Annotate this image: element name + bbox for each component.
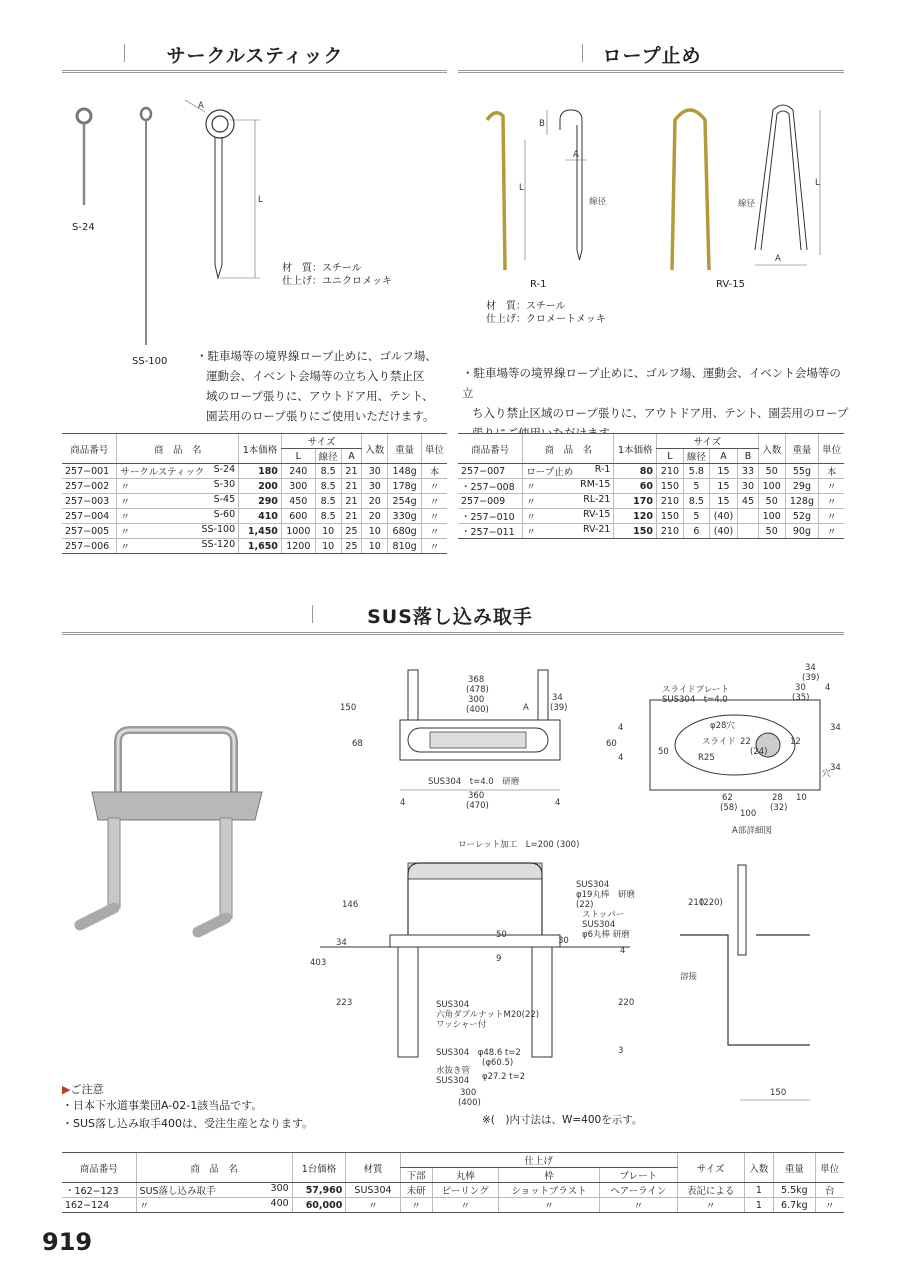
notes-list: ・日本下水道事業団A-02-1該当品です。 ・SUS落し込み取手400は、受注生産となります。 [62, 1099, 314, 1130]
table-cell-price: 120 [614, 509, 656, 524]
svg-text:368: 368 [468, 675, 485, 685]
svg-text:4: 4 [825, 683, 831, 693]
table-cell-L: 300 [281, 479, 315, 494]
circle-stick-material: 材 質：スチール [282, 263, 362, 274]
product-model: RL-21 [583, 494, 611, 505]
section-rule [62, 70, 447, 73]
svg-text:SUS304: SUS304 [576, 880, 610, 890]
svg-text:(39): (39) [802, 673, 820, 683]
product-name: 〃 [120, 512, 130, 523]
table-row [458, 524, 844, 539]
circle-stick-photo [60, 100, 300, 350]
table-cell-code: 257−003 [62, 494, 117, 509]
svg-text:(478): (478) [466, 685, 489, 695]
sus-handle-table: 商品番号 商 品 名 1台価格 材質 仕上げ サイズ 入数 重量 単位 下部 丸棒 枠 プレート ・162−123 SUS落し込み取手 300 57,960 SUS304 未研 ピーリング ショットブラスト ヘアーライン 表記による 1 5.5kg 台 162−124 〃 400 60,000 〃 〃 〃 〃 〃 〃 1 6.7kg 〃 [62, 1152, 844, 1213]
table-cell-qty: 100 [758, 479, 785, 494]
table-row [62, 539, 447, 554]
table-cell-size: 表記による [677, 1183, 744, 1198]
sus-handle-photo [70, 720, 270, 950]
table-cell-weight: 254g [388, 494, 422, 509]
section-title-sus-handle: SUS落し込み取手 [367, 606, 533, 628]
product-name: SUS落し込み取手 [139, 1186, 216, 1197]
table-cell-unit: 台 [815, 1183, 844, 1198]
svg-text:28: 28 [772, 793, 783, 803]
table-cell-A: (40) [709, 524, 737, 539]
svg-text:φ27.2 t=2: φ27.2 t=2 [482, 1072, 526, 1082]
table-cell-qty: 50 [758, 464, 785, 479]
table-cell-qty: 20 [362, 509, 388, 524]
product-model: R-1 [594, 464, 611, 475]
table-cell-dia: 8.5 [315, 494, 341, 509]
product-model: 400 [270, 1198, 289, 1209]
svg-text:(470): (470) [466, 801, 489, 811]
table-cell-unit: 〃 [815, 1198, 844, 1213]
table-cell-A: 15 [709, 479, 737, 494]
table-cell-weight: 330g [388, 509, 422, 524]
table-cell-A: (40) [709, 509, 737, 524]
table-cell-mat: SUS304 [346, 1183, 400, 1198]
section-rule [62, 632, 844, 635]
product-name: サークルスティック [120, 467, 205, 478]
product-model: S-24 [213, 464, 236, 475]
svg-text:300: 300 [460, 1088, 477, 1098]
svg-text:SUS304 t=4.0 研磨: SUS304 t=4.0 研磨 [428, 777, 520, 787]
table-cell-size: 〃 [677, 1198, 744, 1213]
rope-stop-photo [465, 100, 845, 285]
table-cell-price: 290 [239, 494, 282, 509]
svg-text:ローレット加工 L=200 (300): ローレット加工 L=200 (300) [458, 840, 580, 850]
table-row [458, 494, 844, 509]
table-cell-B [738, 524, 759, 539]
rope-dia-label: 線径 [589, 197, 607, 207]
svg-text:34: 34 [830, 763, 841, 773]
table-row [62, 1198, 844, 1213]
svg-text:220: 220 [618, 998, 635, 1008]
svg-text:(400): (400) [458, 1098, 481, 1108]
rv-a-label: A [775, 254, 781, 264]
table-cell-code: 257−001 [62, 464, 117, 479]
svg-text:100: 100 [740, 809, 757, 819]
table-cell-weight: 90g [785, 524, 818, 539]
sus-handle-section-view [670, 855, 845, 1110]
circle-stick-table: 商品番号 商 品 名 1本価格 サイズ 入数 重量 単位 L 線径 A 257−001 サークルスティック S-24 180 240 8.5 21 30 148g 本 257−002 〃 S-30 200 300 8.5 21 30 178g 〃 257−003 〃 S-45 290 450 8.5 21 20 254g 〃 257−004 〃 S-60 410 600 8.5 21 20 330g 〃 257−005 〃 SS-100 1,450 1000 10 25 10 680g 〃 257−006 〃 SS-120 1,650 1200 10 25 10 810g 〃 [62, 433, 447, 554]
table-cell-dia: 6 [683, 524, 709, 539]
table-cell-L: 1000 [281, 524, 315, 539]
table-cell-unit: 〃 [422, 524, 448, 539]
footnote: ※( )内寸法は、W=400を示す。 [482, 1114, 643, 1126]
product-name: 〃 [120, 497, 130, 508]
svg-text:SUS304: SUS304 [436, 1076, 470, 1086]
svg-text:穴: 穴 [822, 769, 831, 779]
product-name: 〃 [526, 512, 536, 523]
svg-text:3: 3 [618, 1046, 624, 1056]
product-name: 〃 [120, 542, 130, 553]
table-cell-A: 21 [341, 509, 362, 524]
svg-text:150: 150 [340, 703, 357, 713]
table-cell-weight: 128g [785, 494, 818, 509]
svg-text:水抜き管: 水抜き管 [436, 1066, 471, 1076]
table-cell-code: ・162−123 [62, 1183, 136, 1198]
table-cell-dia: 5 [683, 479, 709, 494]
table-cell-L: 450 [281, 494, 315, 509]
svg-text:68: 68 [352, 739, 363, 749]
table-cell-price: 1,650 [239, 539, 282, 554]
product-name: 〃 [526, 482, 536, 493]
rv15-label: RV-15 [716, 279, 745, 290]
svg-text:12: 12 [790, 737, 801, 747]
product-model: S-30 [213, 479, 236, 490]
svg-text:30: 30 [795, 683, 806, 693]
table-cell-code: ・257−011 [458, 524, 523, 539]
product-model: RM-15 [580, 479, 611, 490]
table-cell-dia: 10 [315, 539, 341, 554]
svg-text:SUS304 φ48.6 t=2: SUS304 φ48.6 t=2 [436, 1048, 521, 1058]
table-cell-dia: 8.5 [315, 479, 341, 494]
svg-text:4: 4 [555, 798, 561, 808]
table-cell-name [523, 464, 614, 479]
product-name: ロープ止め [526, 467, 574, 478]
notes-title: ▶ご注意 [62, 1083, 104, 1096]
table-cell-weight: 55g [785, 464, 818, 479]
table-row [62, 464, 447, 479]
svg-text:(22): (22) [576, 900, 594, 910]
dim-a-label: A [198, 101, 204, 111]
table-cell-dia: 10 [315, 524, 341, 539]
table-cell-weight: 5.5kg [774, 1183, 815, 1198]
table-cell-name [136, 1198, 292, 1213]
table-cell-weight: 810g [388, 539, 422, 554]
svg-text:(39): (39) [550, 703, 568, 713]
table-cell-name [117, 494, 239, 509]
table-cell-L: 240 [281, 464, 315, 479]
table-cell-price: 80 [614, 464, 656, 479]
table-cell-qty: 30 [362, 464, 388, 479]
section-title-circle-stick: サークルスティック [166, 45, 344, 67]
table-cell-A: 25 [341, 539, 362, 554]
table-row [458, 479, 844, 494]
table-cell-lower: 〃 [400, 1198, 432, 1213]
table-cell-code: 257−004 [62, 509, 117, 524]
product-name: 〃 [120, 482, 130, 493]
svg-text:4: 4 [618, 753, 624, 763]
svg-text:ワッシャー付: ワッシャー付 [436, 1020, 487, 1030]
svg-text:223: 223 [336, 998, 353, 1008]
product-model: RV-15 [582, 509, 611, 520]
table-cell-dia: 5.8 [683, 464, 709, 479]
table-cell-lower: 未研 [400, 1183, 432, 1198]
table-cell-rod: 〃 [432, 1198, 498, 1213]
table-cell-B: 45 [738, 494, 759, 509]
table-row [62, 509, 447, 524]
svg-text:SUS304 t=4.0: SUS304 t=4.0 [662, 695, 728, 705]
sus-handle-top-view [330, 660, 630, 820]
table-cell-L: 150 [656, 479, 683, 494]
page-number: 919 [42, 1228, 93, 1256]
table-row [458, 509, 844, 524]
rv-dia-label: 線径 [738, 199, 756, 209]
product-name: 〃 [120, 527, 130, 538]
svg-text:SUS304: SUS304 [582, 920, 616, 930]
dim-l-label: L [258, 195, 263, 205]
table-row [62, 479, 447, 494]
table-cell-L: 210 [656, 464, 683, 479]
circle-stick-description: ・駐車場等の境界線ロープ止めに、ゴルフ場、 運動会、イベント会場等の立ち入り禁止区 域のロープ張りに、アウトドア用、テント、 園芸用のロープ張りにご使用いただけます。 [196, 349, 437, 423]
table-cell-A: 25 [341, 524, 362, 539]
svg-text:403: 403 [310, 958, 327, 968]
svg-text:60: 60 [606, 739, 617, 749]
table-cell-price: 170 [614, 494, 656, 509]
product-model: SS-120 [201, 539, 236, 550]
table-cell-name [523, 494, 614, 509]
table-cell-code: 257−006 [62, 539, 117, 554]
table-cell-name [523, 509, 614, 524]
svg-text:(φ60.5): (φ60.5) [482, 1058, 514, 1068]
svg-text:4: 4 [618, 723, 624, 733]
svg-text:50: 50 [658, 747, 669, 757]
table-cell-code: ・257−008 [458, 479, 523, 494]
table-cell-name [136, 1183, 292, 1198]
product-model: S-45 [213, 494, 236, 505]
table-cell-qty: 50 [758, 494, 785, 509]
table-cell-price: 150 [614, 524, 656, 539]
svg-text:210: 210 [688, 898, 705, 908]
table-cell-weight: 29g [785, 479, 818, 494]
table-cell-B: 33 [738, 464, 759, 479]
svg-text:360: 360 [468, 791, 485, 801]
svg-text:SUS304: SUS304 [436, 1000, 470, 1010]
svg-text:(400): (400) [466, 705, 489, 715]
svg-text:六角ダブルナットM20(22): 六角ダブルナットM20(22) [436, 1010, 540, 1020]
table-cell-B [738, 509, 759, 524]
table-cell-code: 257−007 [458, 464, 523, 479]
svg-text:22: 22 [740, 737, 751, 747]
svg-text:φ6丸棒 研磨: φ6丸棒 研磨 [582, 930, 630, 940]
table-cell-unit: 〃 [819, 524, 844, 539]
table-cell-name [117, 509, 239, 524]
table-cell-weight: 178g [388, 479, 422, 494]
table-cell-L: 150 [656, 509, 683, 524]
product-model: S-60 [213, 509, 236, 520]
table-cell-plate: 〃 [600, 1198, 678, 1213]
table-cell-code: 162−124 [62, 1198, 136, 1213]
table-cell-frame: ショットブラスト [498, 1183, 599, 1198]
rope-material: 材 質：スチール [486, 301, 566, 312]
table-cell-name [523, 479, 614, 494]
table-cell-A: 21 [341, 479, 362, 494]
detail-caption: A部詳細図 [732, 826, 772, 836]
table-cell-unit: 〃 [819, 479, 844, 494]
svg-text:4: 4 [400, 798, 406, 808]
table-cell-L: 1200 [281, 539, 315, 554]
rv-l-label: L [815, 178, 820, 188]
table-cell-qty: 10 [362, 524, 388, 539]
table-cell-price: 200 [239, 479, 282, 494]
table-cell-qty: 100 [758, 509, 785, 524]
table-cell-price: 180 [239, 464, 282, 479]
table-cell-name [523, 524, 614, 539]
table-row [62, 494, 447, 509]
ss100-label: SS-100 [132, 356, 168, 367]
svg-text:34: 34 [336, 938, 347, 948]
table-cell-name [117, 464, 239, 479]
table-cell-price: 410 [239, 509, 282, 524]
section-title-rope-stop: ロープ止め [602, 45, 702, 67]
table-row [62, 1183, 844, 1198]
table-cell-code: 257−002 [62, 479, 117, 494]
table-cell-B: 30 [738, 479, 759, 494]
table-cell-mat: 〃 [346, 1198, 400, 1213]
table-cell-frame: 〃 [498, 1198, 599, 1213]
table-cell-A: 15 [709, 464, 737, 479]
table-cell-dia: 8.5 [315, 509, 341, 524]
table-cell-weight: 148g [388, 464, 422, 479]
table-cell-code: 257−009 [458, 494, 523, 509]
table-cell-price: 60 [614, 479, 656, 494]
table-cell-unit: 本 [422, 464, 448, 479]
product-name: 〃 [526, 497, 536, 508]
rope-l-label: L [519, 183, 524, 193]
product-name: 〃 [526, 527, 536, 538]
table-cell-A: 15 [709, 494, 737, 509]
circle-stick-finish: 仕上げ：ユニクロメッキ [282, 276, 392, 287]
table-cell-unit: 〃 [819, 509, 844, 524]
product-model: 300 [270, 1183, 289, 1194]
svg-text:34: 34 [552, 693, 563, 703]
rope-a-label: A [573, 150, 579, 160]
section-rule [458, 70, 844, 73]
svg-text:(58): (58) [720, 803, 738, 813]
table-cell-unit: 本 [819, 464, 844, 479]
table-row [458, 464, 844, 479]
svg-text:9: 9 [496, 954, 502, 964]
table-cell-qty: 50 [758, 524, 785, 539]
svg-text:(220): (220) [700, 898, 723, 908]
svg-text:34: 34 [830, 723, 841, 733]
table-cell-L: 600 [281, 509, 315, 524]
table-cell-name [117, 479, 239, 494]
table-cell-qty: 1 [744, 1183, 774, 1198]
svg-text:スライド: スライド [702, 737, 736, 747]
table-cell-price: 57,960 [292, 1183, 346, 1198]
table-cell-dia: 8.5 [683, 494, 709, 509]
svg-text:スライドプレート: スライドプレート [662, 685, 730, 695]
table-cell-unit: 〃 [422, 509, 448, 524]
table-cell-price: 60,000 [292, 1198, 346, 1213]
r1-label: R-1 [530, 279, 547, 290]
rope-description: ・駐車場等の境界線ロープ止めに、ゴルフ場、運動会、イベント会場等の立 ち入り禁止区域のロープ張りに、アウトドア用、テント、園芸用のロープ [462, 366, 849, 420]
svg-text:(35): (35) [792, 693, 810, 703]
table-cell-name [117, 539, 239, 554]
product-model: SS-100 [201, 524, 236, 535]
rope-finish: 仕上げ：クロメートメッキ [486, 314, 606, 325]
table-cell-weight: 6.7kg [774, 1198, 815, 1213]
svg-text:ストッパー: ストッパー [582, 910, 625, 920]
rope-stop-table: 商品番号 商 品 名 1本価格 サイズ 入数 重量 単位 L 線径 A B 257−007 ロープ止め R-1 80 210 5.8 15 33 50 55g 本 ・257−008 〃 RM-15 60 150 5 15 30 100 29g 〃 257−009 〃 RL-21 170 210 8.5 15 45 50 128g 〃 ・257−010 〃 RV-15 120 150 5 (40) 100 52g 〃 ・257−011 〃 RV-21 150 210 6 (40) 50 90g 〃 [458, 433, 844, 539]
svg-text:62: 62 [722, 793, 733, 803]
table-cell-price: 1,450 [239, 524, 282, 539]
table-row [62, 524, 447, 539]
table-cell-weight: 52g [785, 509, 818, 524]
svg-text:300: 300 [468, 695, 485, 705]
svg-text:150: 150 [770, 1088, 787, 1098]
svg-text:R25: R25 [698, 753, 715, 763]
table-cell-dia: 5 [683, 509, 709, 524]
table-cell-A: 21 [341, 464, 362, 479]
table-cell-qty: 30 [362, 479, 388, 494]
table-cell-qty: 10 [362, 539, 388, 554]
rope-b-label: B [539, 119, 545, 129]
sus-handle-side-view [300, 835, 650, 1110]
table-cell-L: 210 [656, 494, 683, 509]
svg-text:146: 146 [342, 900, 359, 910]
table-cell-qty: 1 [744, 1198, 774, 1213]
s24-label: S-24 [72, 222, 95, 233]
svg-text:34: 34 [805, 663, 816, 673]
product-model: RV-21 [582, 524, 611, 535]
table-cell-unit: 〃 [422, 494, 448, 509]
table-cell-name [117, 524, 239, 539]
table-cell-plate: ヘアーライン [600, 1183, 678, 1198]
sus-handle-detail-a [640, 660, 845, 840]
svg-text:A: A [523, 703, 529, 713]
table-cell-weight: 680g [388, 524, 422, 539]
table-cell-unit: 〃 [422, 539, 448, 554]
svg-text:10: 10 [796, 793, 807, 803]
table-cell-qty: 20 [362, 494, 388, 509]
table-cell-A: 21 [341, 494, 362, 509]
table-cell-rod: ピーリング [432, 1183, 498, 1198]
svg-text:4: 4 [620, 946, 626, 956]
svg-text:50: 50 [496, 930, 507, 940]
svg-text:(24): (24) [750, 747, 768, 757]
table-cell-code: ・257−010 [458, 509, 523, 524]
svg-text:溶接: 溶接 [680, 972, 698, 982]
product-name: 〃 [139, 1201, 150, 1212]
triangle-icon: ▶ [62, 1083, 71, 1096]
svg-text:(32): (32) [770, 803, 788, 813]
table-cell-unit: 〃 [422, 479, 448, 494]
svg-text:φ19丸棒 研磨: φ19丸棒 研磨 [576, 890, 635, 900]
table-cell-unit: 〃 [819, 494, 844, 509]
table-cell-L: 210 [656, 524, 683, 539]
svg-text:φ28穴: φ28穴 [710, 721, 735, 731]
table-cell-code: 257−005 [62, 524, 117, 539]
svg-text:30: 30 [558, 936, 569, 946]
table-cell-dia: 8.5 [315, 464, 341, 479]
